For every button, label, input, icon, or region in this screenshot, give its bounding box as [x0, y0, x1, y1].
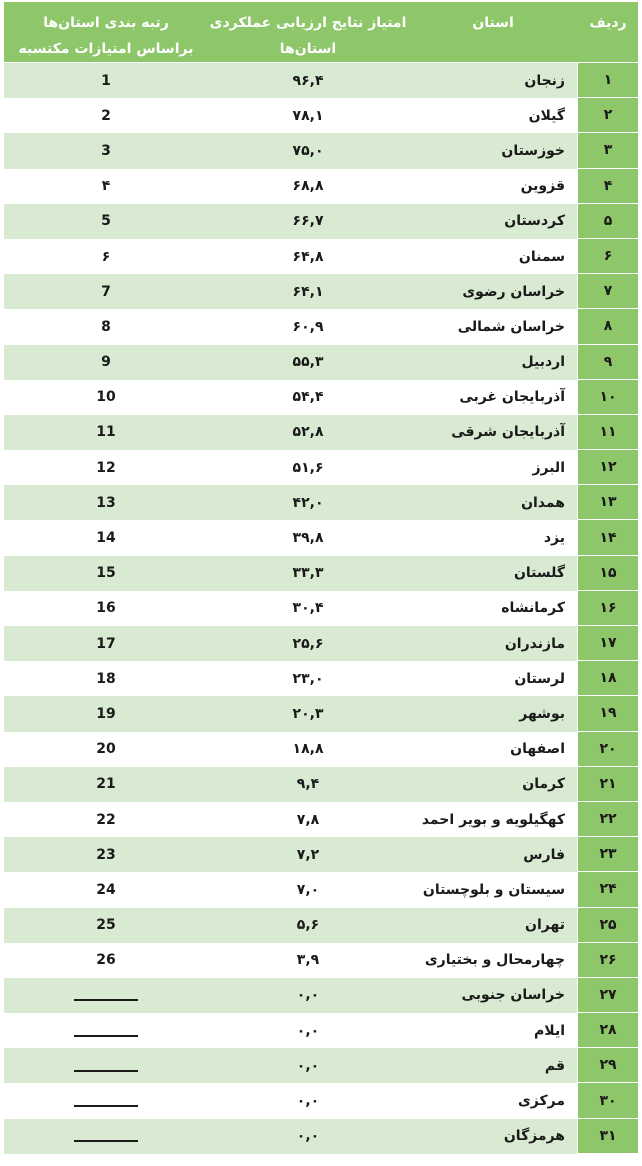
- row-province: [408, 661, 578, 696]
- header-rank-line1: رتبه بندی استان‌ها: [43, 15, 169, 31]
- row-province-text: مرکزی: [517, 1093, 565, 1110]
- row-rank: [4, 204, 208, 239]
- table-row: [4, 98, 638, 133]
- table-row: [4, 556, 638, 591]
- row-score: [208, 239, 408, 274]
- table-row: [4, 732, 638, 767]
- row-province: [408, 1048, 578, 1083]
- row-index: [578, 872, 638, 907]
- row-score: [208, 380, 408, 415]
- row-score: [208, 908, 408, 943]
- row-province-text: سمنان: [518, 248, 565, 265]
- row-score-text: ۳۹,۸: [292, 530, 324, 547]
- row-score-text: ۶۴,۱: [292, 283, 324, 300]
- header-index-label: ردیف: [589, 15, 627, 31]
- row-score-text: ۳۰,۴: [292, 600, 324, 617]
- row-rank-text: 15: [96, 565, 116, 582]
- row-score: [208, 696, 408, 731]
- row-score: [208, 274, 408, 309]
- table-row: [4, 345, 638, 380]
- row-index-text: ۲۹: [599, 1057, 617, 1074]
- row-province: [408, 696, 578, 731]
- row-province: [408, 274, 578, 309]
- row-score-text: ۰,۰: [296, 987, 320, 1004]
- row-province-text: اصفهان: [510, 741, 565, 758]
- row-province: [408, 450, 578, 485]
- row-province-text: کرمانشاه: [501, 600, 565, 617]
- row-score: [208, 169, 408, 204]
- row-index: [578, 520, 638, 555]
- row-index: [578, 908, 638, 943]
- row-rank: [4, 591, 208, 626]
- row-index: [578, 1119, 638, 1154]
- row-rank-text: 8: [101, 318, 111, 335]
- row-index: [578, 169, 638, 204]
- row-index-text: ۶: [603, 248, 613, 265]
- row-index-text: ۷: [603, 283, 613, 300]
- row-score: [208, 133, 408, 168]
- row-province-text: خراسان رضوی: [462, 283, 565, 300]
- row-score-text: ۰,۰: [296, 1128, 320, 1145]
- row-score: [208, 1013, 408, 1048]
- row-rank: [4, 1048, 208, 1083]
- row-rank: [4, 239, 208, 274]
- row-index-text: ۱۸: [599, 670, 617, 687]
- header-province: [408, 2, 578, 62]
- row-rank-text: 5: [101, 213, 111, 230]
- row-rank: [4, 837, 208, 872]
- row-score-text: ۵۲,۸: [292, 424, 324, 441]
- row-province-text: کهگیلویه و بویر احمد: [421, 811, 565, 828]
- table-row: [4, 204, 638, 239]
- row-score: [208, 415, 408, 450]
- table-body: [4, 63, 638, 1154]
- row-rank-text: ۶: [101, 248, 111, 265]
- row-province-text: یزد: [543, 530, 565, 547]
- table-row: [4, 274, 638, 309]
- row-province: [408, 98, 578, 133]
- row-province-text: لرستان: [514, 670, 565, 687]
- row-index: [578, 485, 638, 520]
- row-score: [208, 661, 408, 696]
- row-rank-text: 7: [101, 283, 111, 300]
- row-province-text: تهران: [525, 917, 565, 934]
- table-row: [4, 696, 638, 731]
- row-rank: [4, 872, 208, 907]
- row-index: [578, 63, 638, 98]
- row-index: [578, 1083, 638, 1118]
- row-rank-text: 26: [96, 952, 116, 969]
- row-rank-text: 19: [96, 705, 116, 722]
- row-score: [208, 98, 408, 133]
- row-index-text: ۱۶: [599, 599, 617, 616]
- row-index-text: ۱۱: [599, 423, 617, 440]
- rank-dash: [74, 1070, 138, 1072]
- row-score: [208, 626, 408, 661]
- row-province: [408, 556, 578, 591]
- row-rank-text: 14: [96, 530, 116, 547]
- row-score: [208, 1048, 408, 1083]
- row-province-text: هرمزگان: [503, 1128, 565, 1145]
- row-score: [208, 345, 408, 380]
- row-province-text: کردستان: [504, 213, 565, 230]
- row-rank-text: 10: [96, 389, 116, 406]
- row-score-text: ۶۴,۸: [292, 248, 324, 265]
- row-index: [578, 98, 638, 133]
- row-index-text: ۲۴: [599, 881, 617, 898]
- row-score-text: ۰,۰: [296, 1057, 320, 1074]
- row-index: [578, 732, 638, 767]
- row-province: [408, 415, 578, 450]
- row-index: [578, 1013, 638, 1048]
- header-rank-line2: براساس امتیازات مکتسبه: [18, 41, 194, 57]
- row-score-text: ۳,۹: [296, 952, 320, 969]
- row-province-text: گیلان: [528, 107, 565, 124]
- row-index: [578, 204, 638, 239]
- row-rank: [4, 345, 208, 380]
- row-index-text: ۱: [603, 72, 613, 89]
- row-score: [208, 767, 408, 802]
- row-rank: [4, 380, 208, 415]
- table-header: [4, 2, 638, 63]
- row-index-text: ۳۰: [599, 1092, 617, 1109]
- row-score-text: ۲۰,۳: [292, 705, 324, 722]
- row-index-text: ۵: [603, 212, 613, 229]
- row-rank: [4, 274, 208, 309]
- row-score: [208, 63, 408, 98]
- rank-dash: [74, 1105, 138, 1107]
- row-rank: [4, 309, 208, 344]
- row-rank-text: 3: [101, 142, 111, 159]
- table-row: [4, 591, 638, 626]
- row-index-text: ۱۹: [599, 705, 617, 722]
- table-row: [4, 837, 638, 872]
- row-rank: [4, 626, 208, 661]
- rank-dash: [74, 1035, 138, 1037]
- row-score-text: ۷,۰: [296, 881, 320, 898]
- row-province: [408, 309, 578, 344]
- row-province-text: آذربایجان شرقی: [451, 424, 565, 441]
- row-index-text: ۲۷: [599, 986, 617, 1003]
- row-rank-text: 23: [96, 846, 116, 863]
- row-province: [408, 1013, 578, 1048]
- row-province: [408, 485, 578, 520]
- row-rank: [4, 415, 208, 450]
- row-rank: [4, 696, 208, 731]
- header-score-line1: امتیاز نتایج ارزیابی عملکردی: [209, 15, 407, 31]
- table-row: [4, 626, 638, 661]
- row-province-text: البرز: [532, 459, 565, 476]
- row-score-text: ۲۳,۰: [292, 670, 324, 687]
- row-rank: [4, 1119, 208, 1154]
- table-row: [4, 169, 638, 204]
- row-rank-text: 24: [96, 881, 116, 898]
- row-rank: [4, 661, 208, 696]
- row-index: [578, 837, 638, 872]
- row-rank-text: 22: [96, 811, 116, 828]
- row-score: [208, 872, 408, 907]
- table-row: [4, 309, 638, 344]
- row-index-text: ۲۲: [599, 811, 617, 828]
- header-score-line2: استان‌ها: [279, 41, 337, 57]
- table-row: [4, 520, 638, 555]
- row-province: [408, 626, 578, 661]
- row-score-text: ۳۳,۳: [292, 565, 324, 582]
- row-province-text: فارس: [523, 846, 565, 863]
- row-score-text: ۷,۸: [296, 811, 320, 828]
- row-rank-text: 16: [96, 600, 116, 617]
- row-rank: [4, 943, 208, 978]
- table-row: [4, 485, 638, 520]
- table-row: [4, 661, 638, 696]
- row-province: [408, 63, 578, 98]
- row-index: [578, 133, 638, 168]
- row-province: [408, 133, 578, 168]
- row-province: [408, 1119, 578, 1154]
- table-row: [4, 978, 638, 1013]
- row-index: [578, 450, 638, 485]
- row-score-text: ۶۸,۸: [292, 178, 324, 195]
- row-score-text: ۹,۴: [296, 776, 320, 793]
- row-province: [408, 943, 578, 978]
- row-rank-text: 21: [96, 776, 116, 793]
- row-index: [578, 1048, 638, 1083]
- row-rank-text: ۴: [101, 178, 111, 195]
- row-province: [408, 520, 578, 555]
- row-score-text: ۵۵,۳: [292, 354, 324, 371]
- row-province: [408, 345, 578, 380]
- row-province: [408, 380, 578, 415]
- row-province: [408, 1083, 578, 1118]
- row-score-text: ۰,۰: [296, 1022, 320, 1039]
- row-province-text: خوزستان: [501, 142, 565, 159]
- row-index: [578, 696, 638, 731]
- row-province-text: خراسان جنوبی: [461, 987, 565, 1004]
- row-rank: [4, 767, 208, 802]
- row-rank-text: 25: [96, 917, 116, 934]
- row-index-text: ۸: [603, 318, 613, 335]
- row-rank: [4, 802, 208, 837]
- province-ranking-table: [4, 2, 638, 1154]
- row-index-text: ۱۰: [599, 388, 617, 405]
- row-rank: [4, 556, 208, 591]
- table-row: [4, 767, 638, 802]
- row-index-text: ۲۰: [599, 740, 617, 757]
- row-score: [208, 591, 408, 626]
- row-rank: [4, 908, 208, 943]
- row-index: [578, 415, 638, 450]
- row-rank: [4, 1013, 208, 1048]
- row-score-text: ۷۵,۰: [292, 142, 324, 159]
- row-score: [208, 1119, 408, 1154]
- row-rank-text: 17: [96, 635, 116, 652]
- row-rank: [4, 1083, 208, 1118]
- table-row: [4, 872, 638, 907]
- row-score: [208, 485, 408, 520]
- row-index-text: ۲۵: [599, 916, 617, 933]
- table-row: [4, 943, 638, 978]
- row-index-text: ۲۶: [599, 951, 617, 968]
- table-row: [4, 415, 638, 450]
- row-score-text: ۹۶,۴: [292, 72, 324, 89]
- row-rank-text: 9: [101, 354, 111, 371]
- row-rank: [4, 732, 208, 767]
- table-row: [4, 908, 638, 943]
- row-index: [578, 591, 638, 626]
- row-province: [408, 908, 578, 943]
- header-rank: [4, 2, 208, 62]
- row-province: [408, 591, 578, 626]
- row-score: [208, 837, 408, 872]
- row-score: [208, 943, 408, 978]
- row-rank: [4, 520, 208, 555]
- row-score-text: ۶۶,۷: [292, 213, 324, 230]
- row-province: [408, 872, 578, 907]
- row-rank-text: 13: [96, 494, 116, 511]
- row-province: [408, 169, 578, 204]
- row-rank: [4, 978, 208, 1013]
- row-province-text: زنجان: [524, 72, 565, 89]
- row-score-text: ۵۱,۶: [292, 459, 324, 476]
- row-index: [578, 661, 638, 696]
- table-row: [4, 1119, 638, 1154]
- row-index: [578, 380, 638, 415]
- rank-dash: [74, 999, 138, 1001]
- row-score: [208, 520, 408, 555]
- row-score: [208, 204, 408, 239]
- header-province-label: استان: [472, 15, 514, 31]
- row-index: [578, 802, 638, 837]
- row-score: [208, 732, 408, 767]
- row-province: [408, 767, 578, 802]
- row-index: [578, 239, 638, 274]
- table-row: [4, 450, 638, 485]
- row-province-text: مازندران: [504, 635, 565, 652]
- row-score-text: ۲۵,۶: [292, 635, 324, 652]
- row-province-text: قم: [544, 1057, 565, 1074]
- row-province-text: قزوین: [520, 178, 565, 195]
- row-rank-text: 20: [96, 741, 116, 758]
- row-province-text: ایلام: [534, 1022, 565, 1039]
- header-index: [578, 2, 638, 62]
- table-row: [4, 239, 638, 274]
- row-province-text: اردبیل: [521, 354, 565, 371]
- row-score-text: ۶۰,۹: [292, 318, 324, 335]
- row-index-text: ۱۳: [599, 494, 617, 511]
- row-province: [408, 837, 578, 872]
- row-rank-text: 1: [101, 72, 111, 89]
- row-score: [208, 309, 408, 344]
- rank-dash: [74, 1140, 138, 1142]
- row-rank: [4, 133, 208, 168]
- row-index-text: ۲: [603, 107, 613, 124]
- row-province-text: کرمان: [522, 776, 565, 793]
- row-index-text: ۱۵: [599, 564, 617, 581]
- table-row: [4, 802, 638, 837]
- table-row: [4, 63, 638, 98]
- row-index-text: ۲۳: [599, 846, 617, 863]
- row-index: [578, 943, 638, 978]
- row-score-text: ۷۸,۱: [292, 107, 324, 124]
- row-rank: [4, 169, 208, 204]
- row-province-text: آذربایجان غربی: [459, 389, 565, 406]
- row-index-text: ۴: [603, 177, 613, 194]
- row-index: [578, 556, 638, 591]
- row-index-text: ۲۱: [599, 775, 617, 792]
- table-row: [4, 1013, 638, 1048]
- row-index-text: ۳: [603, 142, 613, 159]
- row-index-text: ۳۱: [599, 1127, 617, 1144]
- row-rank: [4, 485, 208, 520]
- row-rank-text: 18: [96, 670, 116, 687]
- row-index: [578, 978, 638, 1013]
- row-index-text: ۹: [603, 353, 613, 370]
- row-rank: [4, 450, 208, 485]
- row-score: [208, 1083, 408, 1118]
- row-index: [578, 274, 638, 309]
- row-score-text: ۴۲,۰: [292, 494, 324, 511]
- row-province: [408, 239, 578, 274]
- row-score: [208, 802, 408, 837]
- row-rank: [4, 98, 208, 133]
- table-row: [4, 1048, 638, 1083]
- row-index-text: ۱۷: [599, 635, 617, 652]
- table-row: [4, 380, 638, 415]
- row-index-text: ۱۴: [599, 529, 617, 546]
- row-index: [578, 309, 638, 344]
- row-index: [578, 345, 638, 380]
- row-province: [408, 802, 578, 837]
- row-province: [408, 978, 578, 1013]
- row-province-text: خراسان شمالی: [457, 318, 565, 335]
- row-score: [208, 450, 408, 485]
- row-score-text: ۱۸,۸: [292, 741, 324, 758]
- row-index: [578, 767, 638, 802]
- header-score: [208, 2, 408, 62]
- row-rank-text: 2: [101, 107, 111, 124]
- row-score-text: ۵۴,۴: [292, 389, 324, 406]
- row-index: [578, 626, 638, 661]
- row-province-text: چهارمحال و بختیاری: [424, 952, 565, 969]
- row-score: [208, 556, 408, 591]
- row-rank: [4, 63, 208, 98]
- row-province: [408, 204, 578, 239]
- row-province-text: بوشهر: [519, 705, 565, 722]
- row-rank-text: 11: [96, 424, 116, 441]
- row-index-text: ۲۸: [599, 1022, 617, 1039]
- row-province-text: همدان: [521, 494, 565, 511]
- row-index-text: ۱۲: [599, 459, 617, 476]
- table-row: [4, 1083, 638, 1118]
- row-province-text: گلستان: [513, 565, 565, 582]
- table-row: [4, 133, 638, 168]
- row-score-text: ۰,۰: [296, 1093, 320, 1110]
- row-rank-text: 12: [96, 459, 116, 476]
- row-score-text: ۵,۶: [296, 917, 320, 934]
- row-province-text: سیستان و بلوچستان: [422, 881, 565, 898]
- row-province: [408, 732, 578, 767]
- row-score-text: ۷,۲: [296, 846, 320, 863]
- row-score: [208, 978, 408, 1013]
